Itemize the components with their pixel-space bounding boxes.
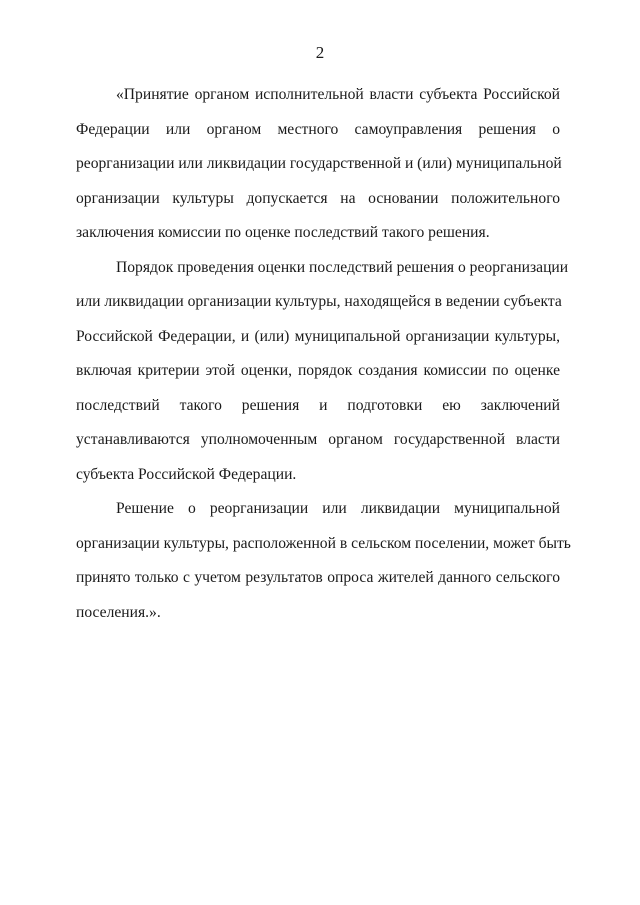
paragraph-line: реорганизации или ликвидации государственной и (или) муниципальной bbox=[76, 155, 562, 172]
paragraph-3 bbox=[76, 492, 571, 630]
paragraph-line: Решение о реорганизации или ликвидации муниципальной bbox=[116, 500, 560, 517]
paragraph-line: Порядок проведения оценки последствий решения о реорганизации bbox=[116, 258, 569, 276]
paragraph-line: организации культуры допускается на основании положительного bbox=[76, 189, 560, 207]
paragraph-line: поселения.». bbox=[76, 603, 161, 621]
paragraph-line: «Принятие органом исполнительной власти субъекта Российской bbox=[116, 86, 560, 103]
paragraph-line: заключения комиссии по оценке последствий такого решения. bbox=[76, 224, 490, 241]
paragraph-line: включая критерии этой оценки, порядок создания комиссии по оценке bbox=[76, 362, 560, 379]
paragraph-line: субъекта Российской Федерации. bbox=[76, 465, 297, 483]
paragraph-line: Федерации или органом местного самоуправления решения о bbox=[76, 120, 560, 138]
paragraph-line: Российской Федерации, и (или) муниципальной организации культуры, bbox=[76, 327, 560, 345]
paragraph-1 bbox=[76, 78, 560, 251]
document-body bbox=[76, 78, 571, 630]
paragraph-line: или ликвидации организации культуры, находящейся в ведении субъекта bbox=[76, 293, 562, 310]
paragraph-line: принято только с учетом результатов опроса жителей данного сельского bbox=[76, 569, 560, 586]
paragraph-line: последствий такого решения и подготовки ею заключений bbox=[76, 396, 560, 414]
paragraph-2 bbox=[76, 251, 569, 493]
page-number: 2 bbox=[315, 43, 325, 62]
paragraph-line: устанавливаются уполномоченным органом государственной власти bbox=[76, 431, 560, 448]
paragraph-line: организации культуры, расположенной в сельском поселении, может быть bbox=[76, 534, 571, 552]
